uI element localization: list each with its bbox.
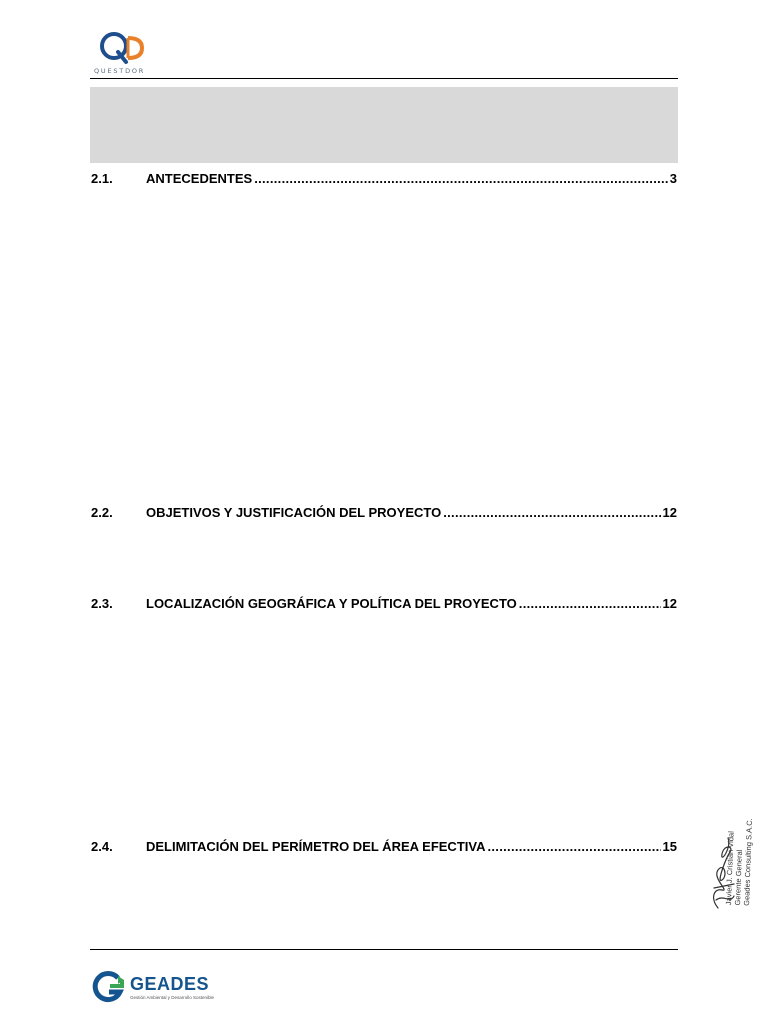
toc-entry[interactable] xyxy=(91,596,677,612)
geades-logo-icon xyxy=(92,970,126,1004)
header-divider xyxy=(90,78,678,79)
toc-number: 2.4. xyxy=(91,839,113,854)
toc-title: LOCALIZACIÓN GEOGRÁFICA Y POLÍTICA DEL PROYECTO xyxy=(146,596,517,611)
toc-title: OBJETIVOS Y JUSTIFICACIÓN DEL PROYECTO xyxy=(146,505,442,520)
toc-leader xyxy=(519,596,661,612)
signature-stamp xyxy=(724,815,754,906)
toc-entry[interactable] xyxy=(91,839,677,855)
title-band xyxy=(90,87,678,163)
signature-role: Gerente General xyxy=(732,849,744,906)
questdor-logo-mark xyxy=(92,30,152,66)
toc-title: DELIMITACIÓN DEL PERÍMETRO DEL ÁREA EFECTIVA xyxy=(146,839,486,854)
toc-entry[interactable] xyxy=(91,505,677,521)
toc-title: ANTECEDENTES xyxy=(146,171,253,186)
logo-caption: QUESTDOR xyxy=(94,67,146,75)
footer-divider xyxy=(90,949,678,950)
toc-entry[interactable] xyxy=(91,171,677,187)
toc-page-number: 15 xyxy=(662,839,677,854)
toc-leader xyxy=(487,839,660,855)
signature-name: Javier J. Cristian Vidal xyxy=(724,830,736,906)
geades-wordmark: GEADES xyxy=(130,974,210,994)
toc-leader xyxy=(254,171,668,187)
toc-number: 2.3. xyxy=(91,596,113,611)
toc-number: 2.1. xyxy=(91,171,113,186)
geades-logo xyxy=(92,970,232,1004)
toc-number: 2.2. xyxy=(91,505,113,520)
signature-company: Geades Consulting S.A.C. xyxy=(741,818,755,906)
toc-page-number: 12 xyxy=(662,596,677,611)
toc-page-number: 3 xyxy=(669,171,677,186)
questdor-logo xyxy=(92,30,162,78)
toc-leader xyxy=(443,505,660,521)
geades-tagline: Gestión Ambiental y Desarrollo Sostenible xyxy=(130,995,215,1000)
toc-page-number: 12 xyxy=(662,505,677,520)
